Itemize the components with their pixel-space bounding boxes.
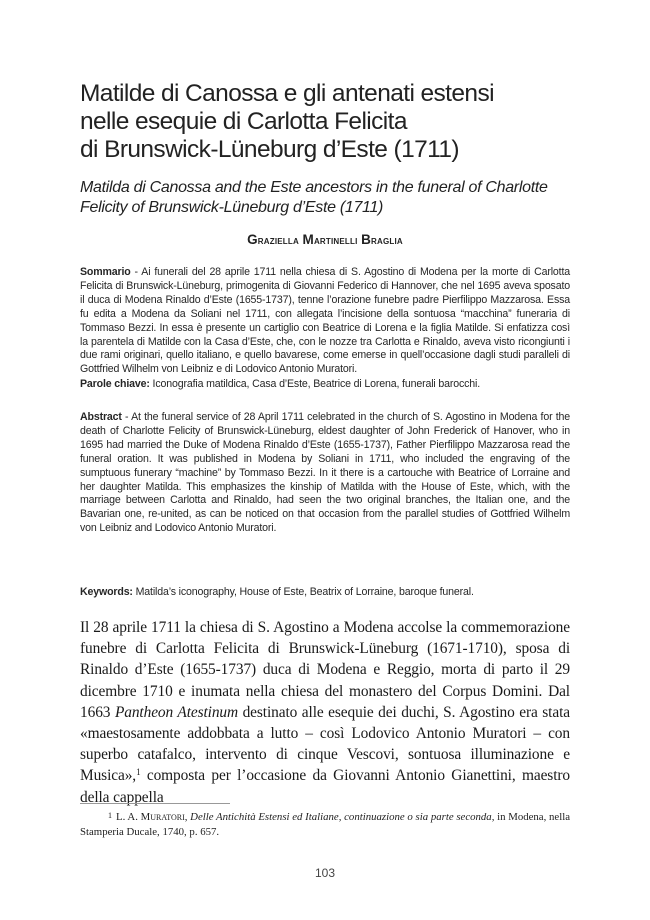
parole-chiave-text: Iconografia matildica, Casa d’Este, Beatrice di Lorena, funerali barocchi. — [149, 378, 481, 390]
footnote — [80, 809, 570, 839]
keywords-line — [80, 585, 570, 599]
english-title — [80, 178, 600, 218]
body-paragraph: Il 28 aprile 1711 la chiesa di S. Agostino a Modena accolse la commemorazione funebre di Carlotta Felicita di Brunswick-Lüneburg (1671-1710), sposa di Rinaldo d’Este (1655-1737) duca di Modena e Reggio, morta di parto il 29 dicembre 1710 e inumata nella chiesa del monastero del Corpus Domini. Dal 1663 Pantheon Atestinum destinato alle esequie dei duchi, S. Agostino era stata «maestosamente addobbata a lutto – così Lodovico Antonio Muratori – con superbo catafalco, intervento di cinque Vescovi, sontuosa illuminazione e Musica»,$^1$ composta per l’occasione da Giovanni Antonio Gianettini, maestro della cappella — [80, 619, 570, 806]
abstract-label: Abstract — [80, 411, 122, 423]
subtitle-line: Felicity of Brunswick-Lüneburg d’Este (1711) — [80, 199, 384, 216]
footnote-author: L. A. Muratori, — [116, 811, 188, 823]
footnote-work: Delle Antichità Estensi ed Italiane, continuazione o sia parte seconda, — [190, 811, 495, 823]
footnote-rest: in Modena, nella Stamperia Ducale, 1740, p. 657. — [80, 811, 570, 838]
title-line: di Brunswick-Lüneburg d’Este (1711) — [80, 136, 459, 163]
footnote-rule — [80, 803, 230, 804]
title-line: Matilde di Canossa e gli antenati estensi — [80, 80, 494, 107]
page-number: 103 — [314, 866, 336, 880]
footnote-mark: 1 — [108, 811, 112, 820]
sommario-paragraph — [80, 266, 570, 377]
author-name: Graziella Martinelli Braglia — [247, 232, 403, 247]
keywords-label: Keywords: — [80, 586, 133, 598]
footnote-reference[interactable]: 1 — [136, 767, 141, 778]
abstract-paragraph — [80, 411, 570, 536]
parole-chiave-label: Parole chiave: — [80, 378, 150, 390]
abstract-text: - At the funeral service of 28 April 1711 celebrated in the church of S. Agostino in Modena for the death of Charlotte Felicity of Brunswick-Lüneburg, eldest daughter of John Frederick of Hanover, who in 1695 had married the Duke of Modena Rinaldo d’Este (1655-1737), Father Pierfilippo Mazzarosa read the funeral oration. It was published in Modena by Soliani in 1711, who included the engraving of the sumptuous funerary “machine” by Tommaso Bezzi. In it there is a cartouche with Beatrice of Lorraine and her daughter Matilda. This emphasizes the kinship of Matilda with the House of Este, which, with the marriage between Carlotta and Rinaldo, had seen the two original branches, the Italian one, and the Bavarian one, re-united, as can be noticed on that occasion from the parallel studies of Gottfried Wilhelm von Leibniz and Lodovico Antonio Muratori. — [80, 411, 570, 535]
italic-title: Pantheon Atestinum — [114, 703, 239, 721]
article-title — [80, 80, 580, 164]
keywords-text: Matilda’s iconography, House of Este, Beatrix of Lorraine, baroque funeral. — [132, 586, 474, 598]
parole-chiave-line — [80, 377, 570, 391]
sommario-label: Sommario — [80, 266, 131, 278]
sommario-text: - Ai funerali del 28 aprile 1711 nella chiesa di S. Agostino di Modena per la morte di Carlotta Felicita di Brunswick-Lüneburg, primogenita di Giovanni Federico di Hannover, che nel 1695 aveva sposato il duca di Modena Rinaldo d’Este (1655-1737), tenne l’orazione funebre padre Pierfilippo Mazzarosa. Essa fu edita a Modena da Soliani nel 1711, con allegata l’incisione della sontuosa “macchina” funeraria di Tommaso Bezzi. In essa è presente un cartiglio con Beatrice di Lorena e la figlia Matilde. Si enfatizza così la parentela di Matilde con la Casa d’Este, che, con le nozze tra Carlotta e Rinaldo, aveva visto ricongiunti i due rami originari, quello italiano, e quello bavarese, come emerse in quell’occasione dagli studi paralleli di Gottfried Wilhelm von Leibniz e di Lodovico Antonio Muratori. — [80, 266, 570, 376]
subtitle-line: Matilda di Canossa and the Este ancestors in the funeral of Charlotte — [80, 179, 548, 196]
title-line: nelle esequie di Carlotta Felicita — [80, 108, 407, 135]
